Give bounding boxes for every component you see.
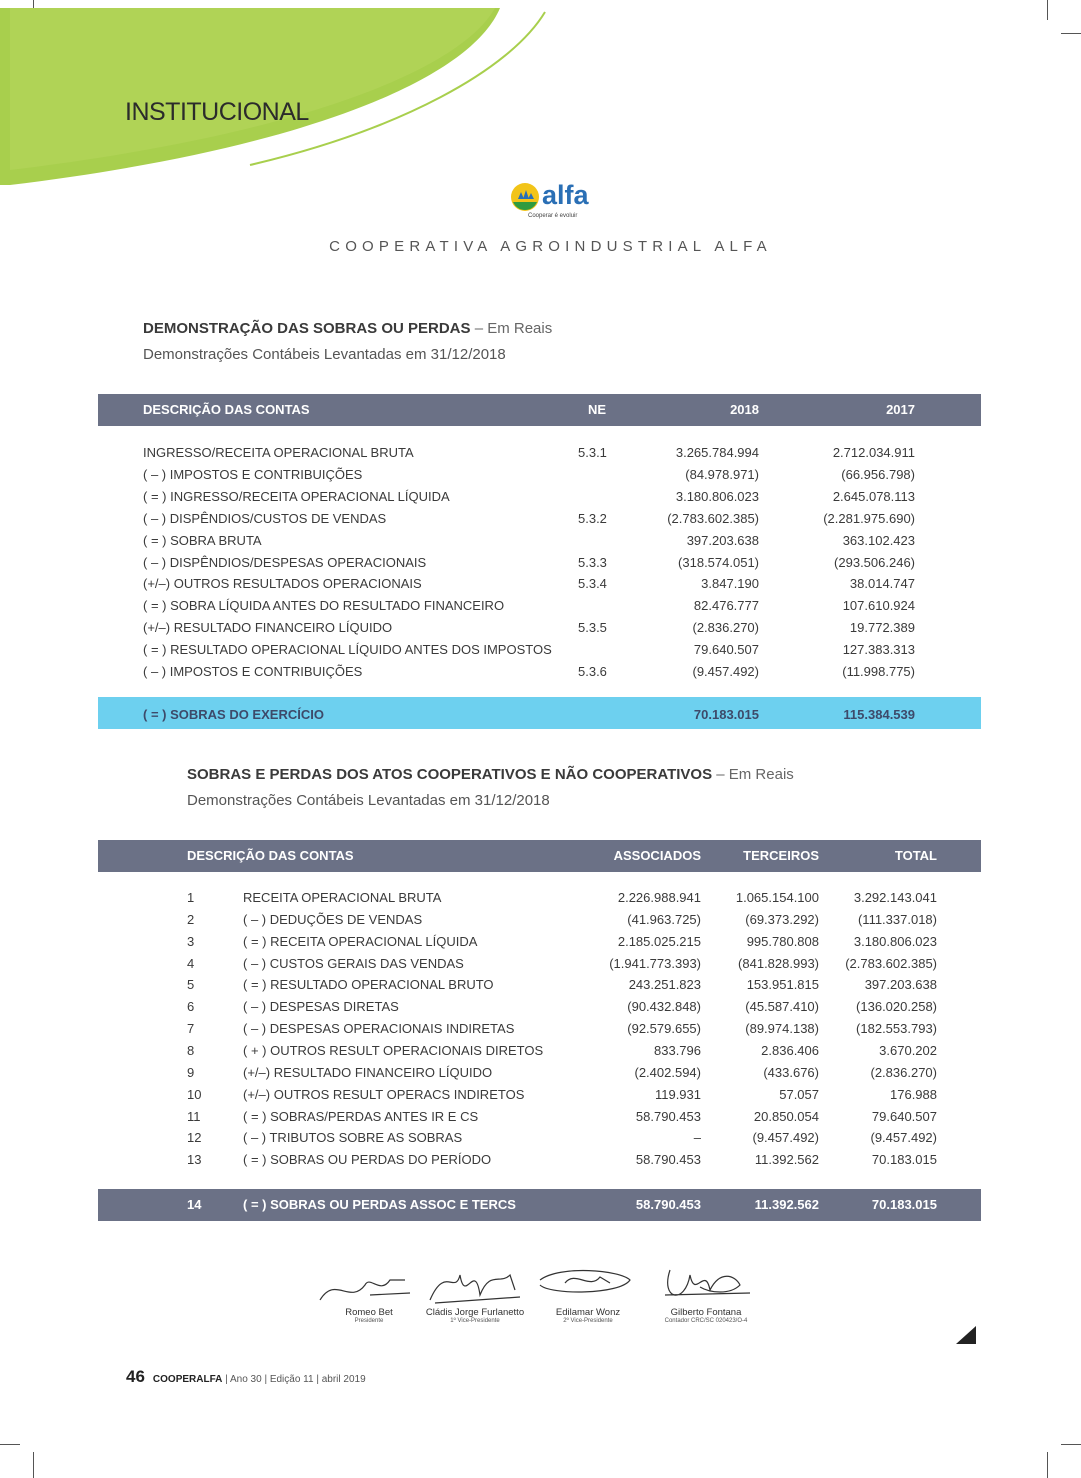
table2-total-associados: 58.790.453 [635, 1197, 701, 1212]
table1-cell-description: (+/–) RESULTADO FINANCEIRO LÍQUIDO [143, 620, 393, 636]
table1-cell-2017: 19.772.389 [849, 620, 915, 636]
crop-mark [1061, 33, 1081, 34]
table2-cell-associados: – [693, 1130, 701, 1146]
table1-title-main: DEMONSTRAÇÃO DAS SOBRAS OU PERDAS [143, 320, 471, 337]
table1-cell-description: INGRESSO/RECEITA OPERACIONAL BRUTA [143, 445, 414, 460]
table1-cell-2017: 2.712.034.911 [832, 445, 915, 460]
table1-row [0, 467, 1081, 487]
table2-cell-total: 397.203.638 [864, 977, 937, 993]
table1-header-2018: 2018 [730, 402, 759, 417]
table2-row [0, 1130, 1081, 1150]
table1-total-2017: 115.384.539 [843, 707, 915, 722]
crop-mark [0, 1444, 20, 1445]
table2-row [0, 999, 1081, 1019]
signatory-role: 1º Vice-Presidente [450, 1318, 500, 1324]
table2-row [0, 977, 1081, 997]
table2-row [0, 890, 1081, 910]
table1-total-row [98, 697, 981, 729]
crop-mark [33, 1452, 34, 1478]
table2-cell-associados: 243.251.823 [628, 977, 701, 993]
table2-cell-total: (9.457.492) [870, 1130, 937, 1146]
table2-cell-total: 79.640.507 [871, 1108, 937, 1124]
table2-cell-description: ( = ) RESULTADO OPERACIONAL BRUTO [243, 977, 494, 993]
table1-row [0, 489, 1081, 509]
table2-cell-number: 7 [187, 1021, 195, 1037]
table2-cell-terceiros: 20.850.054 [753, 1108, 819, 1124]
table1-cell-2017: (2.281.975.690) [823, 510, 915, 526]
table1-cell-description: ( = ) SOBRA LÍQUIDA ANTES DO RESULTADO FINANCEIRO [143, 598, 505, 614]
table2-row [0, 1043, 1081, 1063]
table2-cell-number: 1 [187, 890, 195, 905]
table2-cell-associados: (41.963.725) [627, 911, 701, 927]
table2-cell-number: 6 [187, 999, 195, 1015]
table2-header-associados: ASSOCIADOS [613, 848, 701, 863]
table2-header-terceiros: TERCEIROS [743, 848, 819, 863]
table1-row [0, 533, 1081, 553]
table2-row [0, 1109, 1081, 1129]
table1-cell-ne: 5.3.1 [578, 445, 607, 460]
table1-cell-description: ( – ) DISPÊNDIOS/CUSTOS DE VENDAS [143, 510, 387, 526]
table2-total-total: 70.183.015 [871, 1197, 937, 1212]
table2-row [0, 1152, 1081, 1172]
signature-scribbles [310, 1255, 760, 1315]
page-footer [126, 1367, 366, 1387]
alfa-logo-icon [510, 182, 540, 212]
table2-cell-associados: (2.402.594) [634, 1064, 701, 1080]
table1-cell-2018: (84.978.971) [685, 466, 759, 482]
table2-header-total: TOTAL [894, 848, 937, 863]
table2-cell-description: ( + ) OUTROS RESULT OPERACIONAIS DIRETOS [243, 1042, 544, 1058]
table2-row [0, 1021, 1081, 1041]
table1-header-2017: 2017 [886, 402, 915, 417]
table2-cell-terceiros: (89.974.138) [745, 1021, 819, 1037]
signatory-role: Contador CRC/SC 020423/O-4 [664, 1318, 748, 1324]
logo-wordmark: alfa [542, 180, 589, 210]
cooperative-name: COOPERATIVA AGROINDUSTRIAL ALFA [329, 238, 772, 255]
table2-title-main: SOBRAS E PERDAS DOS ATOS COOPERATIVOS E NÃO COOPERATIVOS [187, 766, 713, 783]
table1-header-description: DESCRIÇÃO DAS CONTAS [143, 402, 310, 417]
table1-cell-description: ( = ) RESULTADO OPERACIONAL LÍQUIDO ANTES DOS IMPOSTOS [143, 642, 552, 658]
table1-row [0, 598, 1081, 618]
table2-row [0, 934, 1081, 954]
table2-cell-total: 3.180.806.023 [853, 933, 937, 949]
table2-row [0, 956, 1081, 976]
signatory-name: Cládis Jorge Furlanetto [425, 1307, 525, 1318]
table1-cell-2018: 397.203.638 [686, 532, 759, 548]
table2-cell-terceiros: (841.828.993) [738, 955, 819, 971]
table2-cell-associados: (90.432.848) [627, 999, 701, 1015]
table2-cell-number: 2 [187, 911, 195, 927]
table1-row [0, 664, 1081, 684]
table1-cell-ne: 5.3.4 [578, 576, 607, 592]
table2-cell-description: RECEITA OPERACIONAL BRUTA [243, 890, 442, 905]
table1-cell-description: ( – ) DISPÊNDIOS/DESPESAS OPERACIONAIS [143, 554, 427, 570]
table1-row [0, 445, 1081, 465]
table2-cell-total: (2.836.270) [870, 1064, 937, 1080]
table2-cell-number: 3 [187, 933, 195, 949]
table1-cell-2017: 107.610.924 [842, 598, 915, 614]
table2-cell-description: ( = ) SOBRAS OU PERDAS DO PERÍODO [243, 1152, 492, 1168]
table1-cell-2018: 3.180.806.023 [675, 488, 759, 504]
table2-header [98, 840, 981, 872]
table1-cell-ne: 5.3.3 [578, 554, 607, 570]
table2-total-label: ( = ) SOBRAS OU PERDAS ASSOC E TERCS [243, 1197, 516, 1212]
table1-cell-2017: (11.998.775) [842, 664, 915, 679]
table2-cell-associados: 2.185.025.215 [617, 933, 701, 949]
table2-cell-number: 9 [187, 1064, 195, 1080]
table2-cell-terceiros: (69.373.292) [745, 911, 819, 927]
table2-row [0, 1087, 1081, 1107]
table1-row [0, 511, 1081, 531]
table2-cell-total: (136.020.258) [856, 999, 937, 1015]
signatory-name: Edilamar Wonz [555, 1307, 621, 1318]
table2-cell-description: ( – ) TRIBUTOS SOBRE AS SOBRAS [243, 1130, 463, 1146]
table1-row [0, 642, 1081, 662]
table2-title-unit: – Em Reais [712, 766, 794, 783]
table2-cell-total: 3.292.143.041 [853, 890, 937, 905]
table2-cell-number: 10 [187, 1086, 202, 1102]
table2-cell-associados: 833.796 [654, 1042, 701, 1058]
table2-cell-total: (2.783.602.385) [845, 955, 937, 971]
table2-title [187, 766, 794, 783]
table1-title-unit: – Em Reais [470, 320, 553, 337]
table2-cell-description: ( = ) RECEITA OPERACIONAL LÍQUIDA [243, 933, 478, 949]
table1-cell-2018: 82.476.777 [693, 598, 759, 614]
table2-row [0, 912, 1081, 932]
table2-total-row [98, 1189, 981, 1221]
table1-cell-ne: 5.3.6 [578, 664, 607, 679]
table2-cell-terceiros: (9.457.492) [752, 1130, 819, 1146]
table1-cell-2018: 3.265.784.994 [675, 445, 759, 460]
table1-cell-2017: 38.014.747 [849, 576, 915, 592]
table1-cell-ne: 5.3.5 [578, 620, 607, 636]
table1-cell-2018: (9.457.492) [692, 664, 759, 679]
table2-cell-associados: 2.226.988.941 [617, 890, 701, 905]
table1-cell-description: (+/–) OUTROS RESULTADOS OPERACIONAIS [143, 576, 422, 592]
table2-cell-associados: 119.931 [654, 1086, 701, 1102]
table2-cell-total: (182.553.793) [856, 1021, 937, 1037]
table2-subtitle: Demonstrações Contábeis Levantadas em 31/12/2018 [187, 792, 550, 809]
table2-cell-terceiros: 995.780.808 [746, 933, 819, 949]
alfa-logo [510, 180, 610, 224]
logo-tagline: Cooperar é evoluir [528, 213, 578, 219]
table2-cell-number: 12 [187, 1130, 202, 1146]
table1-cell-description: ( = ) INGRESSO/RECEITA OPERACIONAL LÍQUIDA [143, 488, 450, 504]
table2-cell-number: 8 [187, 1042, 195, 1058]
table1-header [98, 394, 981, 426]
table2-cell-total: 3.670.202 [879, 1042, 937, 1058]
table1-title [143, 320, 552, 337]
table2-total-number: 14 [187, 1197, 202, 1212]
page-turn-icon [956, 1326, 976, 1344]
table1-cell-2017: (66.956.798) [841, 466, 915, 482]
section-label: INSTITUCIONAL [125, 98, 309, 126]
table1-header-ne: NE [588, 402, 607, 417]
table2-cell-number: 13 [187, 1152, 202, 1168]
signatory-name: Romeo Bet [345, 1307, 393, 1318]
table2-cell-number: 5 [187, 977, 195, 993]
table2-cell-description: ( – ) DEDUÇÕES DE VENDAS [243, 911, 423, 927]
table2-cell-associados: 58.790.453 [635, 1108, 701, 1124]
table1-cell-2018: 79.640.507 [693, 642, 759, 658]
table2-header-description: DESCRIÇÃO DAS CONTAS [187, 848, 354, 863]
table1-cell-2018: (318.574.051) [678, 554, 759, 570]
table2-cell-total: 70.183.015 [871, 1152, 937, 1168]
table1-total-2018: 70.183.015 [693, 707, 759, 722]
table2-cell-number: 4 [187, 955, 195, 971]
table2-cell-description: ( – ) DESPESAS OPERACIONAIS INDIRETAS [243, 1021, 515, 1037]
table2-cell-terceiros: 2.836.406 [761, 1042, 819, 1058]
table1-cell-2017: 363.102.423 [842, 532, 915, 548]
table1-total-label: ( = ) SOBRAS DO EXERCÍCIO [143, 707, 324, 722]
table2-cell-terceiros: (45.587.410) [745, 999, 819, 1015]
crop-mark [1047, 1452, 1048, 1478]
table2-cell-associados: 58.790.453 [635, 1152, 701, 1168]
table2-row [0, 1065, 1081, 1085]
header-swoosh [0, 0, 560, 190]
table2-cell-number: 11 [187, 1108, 201, 1124]
table2-total-terceiros: 11.392.562 [754, 1197, 819, 1212]
signatory-role: 2º Vice-Presidente [563, 1318, 613, 1324]
table1-cell-2017: 127.383.313 [842, 642, 915, 658]
table1-cell-description: ( – ) IMPOSTOS E CONTRIBUIÇÕES [143, 466, 363, 482]
magazine-name: COOPERALFA [152, 1374, 223, 1385]
table1-cell-2018: (2.783.602.385) [667, 510, 759, 526]
crop-mark [1047, 0, 1048, 20]
table1-row [0, 576, 1081, 596]
table2-cell-terceiros: (433.676) [763, 1064, 819, 1080]
crop-mark [1061, 1444, 1081, 1445]
signature-block [636, 1307, 776, 1324]
table1-row [0, 555, 1081, 575]
edition-info: | Ano 30 | Edição 11 | abril 2019 [222, 1374, 366, 1385]
table2-cell-total: 176.988 [890, 1086, 937, 1102]
table1-cell-2018: (2.836.270) [692, 620, 759, 636]
table2-cell-description: (+/–) RESULTADO FINANCEIRO LÍQUIDO [243, 1064, 493, 1080]
table2-cell-associados: (92.579.655) [627, 1021, 701, 1037]
table1-subtitle: Demonstrações Contábeis Levantadas em 31/12/2018 [143, 346, 506, 363]
signatory-role: Presidente [354, 1318, 384, 1324]
table1-cell-description: ( = ) SOBRA BRUTA [143, 532, 262, 548]
page-number: 46 [126, 1367, 145, 1386]
table2-cell-terceiros: 1.065.154.100 [735, 890, 819, 905]
table2-cell-description: ( – ) DESPESAS DIRETAS [243, 999, 399, 1015]
table1-cell-2017: (293.506.246) [834, 554, 915, 570]
table2-cell-total: (111.337.018) [857, 911, 937, 927]
table2-cell-terceiros: 11.392.562 [754, 1152, 819, 1168]
table2-cell-associados: (1.941.773.393) [609, 955, 701, 971]
table1-cell-2017: 2.645.078.113 [832, 488, 915, 504]
table2-cell-terceiros: 57.057 [779, 1086, 819, 1102]
table1-cell-ne: 5.3.2 [578, 510, 607, 526]
table2-cell-description: ( = ) SOBRAS/PERDAS ANTES IR E CS [243, 1108, 479, 1124]
table1-row [0, 620, 1081, 640]
table1-cell-description: ( – ) IMPOSTOS E CONTRIBUIÇÕES [143, 664, 363, 679]
table2-cell-terceiros: 153.951.815 [746, 977, 819, 993]
table2-cell-description: ( – ) CUSTOS GERAIS DAS VENDAS [243, 955, 464, 971]
table1-cell-2018: 3.847.190 [701, 576, 759, 592]
table2-cell-description: (+/–) OUTROS RESULT OPERACS INDIRETOS [243, 1086, 525, 1102]
signatory-name: Gilberto Fontana [670, 1307, 742, 1318]
